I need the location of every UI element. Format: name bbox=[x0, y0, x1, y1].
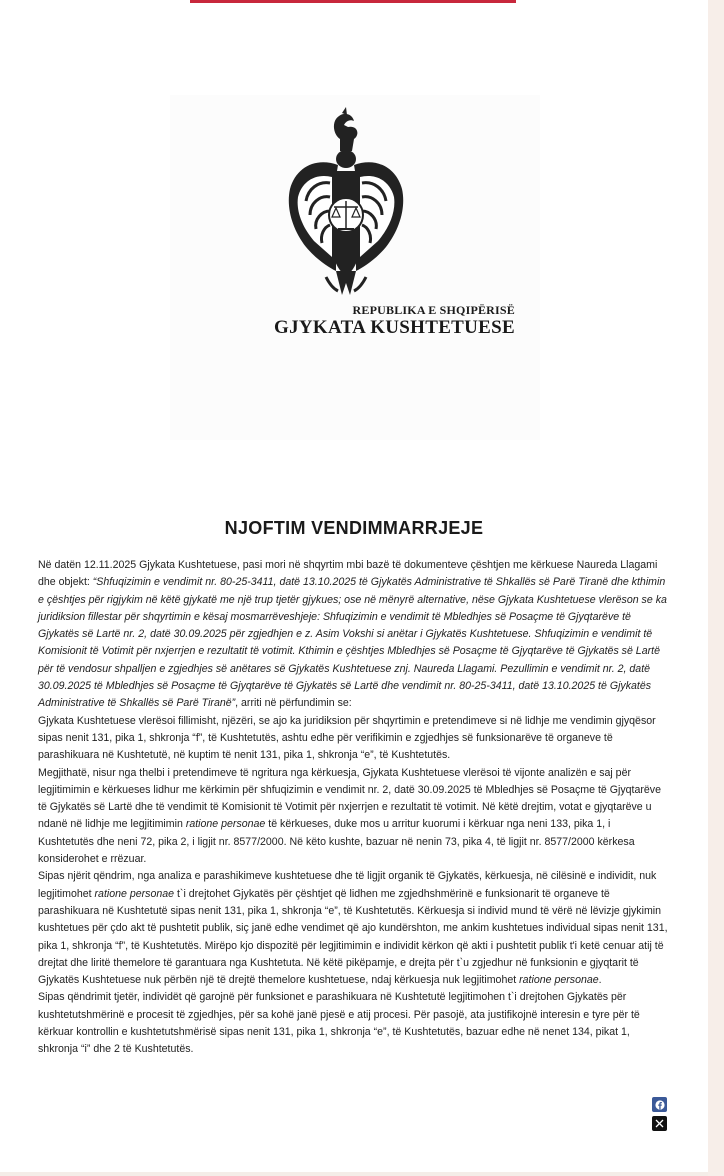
court-name: GJYKATA KUSHTETUESE bbox=[274, 317, 515, 338]
court-logo-banner bbox=[170, 95, 540, 440]
share-facebook-button[interactable] bbox=[652, 1097, 667, 1112]
paragraph-4: Sipas njërit qëndrim, nga analiza e parashikimeve kushtetuese dhe të ligjit organik të Gjykatës, kërkuesja, në cilësinë e individit, nuk legjitimohet ratione personae t`i drejtohet Gjykatës për çështjet që lidhen me zgjedhshmërinë e funksionarit të organeve të parashikuara në Kushtetutë sipas nenit 131, pika 1, shkronja “e”, të Kushtetutës. Kërkuesja si individ mund të vërë në lëvizje gjykimin kushtetues për çdo akt të pushtetit publik, siç janë edhe vendimet që ajo kundërshton, me ankim kushtetues individual sipas nenit 131, pika 1, shkronja “f”, të Kushtetutës. Mirëpo kjo dispozitë për legjitimimin e individit kërkon që akti i pushtetit publik t'i ketë cenuar atij të drejtat dhe liritë themelore të garantuara nga Kushtetuta. Në këtë pikëpamje, e drejta për t`u zgjedhur në funksionin e gjyqtarit të Gjykatës Kushtetuese nuk përbën një të drejtë themelore kushtetuese, ndaj kërkuesja nuk legjitimohet ratione personae. bbox=[38, 870, 668, 987]
document-body bbox=[38, 557, 668, 1059]
share-x-button[interactable] bbox=[652, 1116, 667, 1131]
top-accent-bar bbox=[190, 0, 516, 3]
facebook-icon bbox=[655, 1100, 665, 1110]
paragraph-3: Megjithatë, nisur nga thelbi i pretendimeve të ngritura nga kërkuesja, Gjykata Kushtetuese vlerësoi të vijonte analizën e saj për legjitimimin e kërkueses lidhur me kërkimin për shfuqizimin e vendimit nr. 2, datë 30.09.2025 të Mbledhjes së Posaçme të Gjyqtarëve të Gjykatës së Lartë dhe të vendimit të Komisionit të Votimit për nxjerrjen e rezultatit të votimit. Në këtë drejtim, votat e gjyqtarëve u ndanë në lidhje me legjitimimin ratione personae të kërkueses, duke mos u arritur kuorumi i kërkuar nga neni 133, pika 1, i Kushtetutës dhe neni 72, pika 2, i ligjit nr. 8577/2000. Në këto kushte, bazuar në nenin 73, pika 4, të ligjit nr. 8577/2000 kërkesa konsiderohet e rrëzuar. bbox=[38, 766, 661, 866]
page-edge bbox=[708, 0, 724, 1176]
republic-name: REPUBLIKA E SHQIPËRISË bbox=[352, 303, 515, 317]
court-emblem-icon bbox=[286, 107, 406, 299]
x-icon bbox=[655, 1119, 664, 1128]
paragraph-1: Në datën 12.11.2025 Gjykata Kushtetuese, pasi mori në shqyrtim mbi bazë të dokumenteve çështjen me kërkuese Naureda Llagami dhe objekt: “Shfuqizimin e vendimit nr. 80-25-3411, datë 13.10.2025 të Gjykatës Administrative të Shkallës së Parë Tiranë dhe kthimin e çështjes për rigjykim në këtë gjykatë me një trup tjetër gjykues; ose në mënyrë alternative, nëse Gjykata Kushtetuese vlerëson se ka juridiksion fillestar për shqyrtimin e kësaj mosmarrëveshjeje: Shfuqizimin e vendimit të Mbledhjes së Posaçme të Gjyqtarëve të Gjykatës së Lartë nr. 2, datë 30.09.2025 për zgjedhjen e z. Asim Vokshi si anëtar i Gjykatës Kushtetuese. Shfuqizimin e vendimit të Komisionit të Votimit për nxjerrjen e rezultatit të votimit. Kthimin e çështjes Mbledhjes së Posaçme të Gjyqtarëve të Gjykatës së Lartë për të vendosur shpalljen e zgjedhjes së anëtares së Gjykatës Kushtetuese znj. Naureda Llagami. Pezullimin e vendimit nr. 2, datë 30.09.2025 të Mbledhjes së Posaçme të Gjyqtarëve të Gjykatës së Lartë dhe vendimit nr. 80-25-3411, datë 13.10.2025 të Gjykatës Administrative të Shkallës së Parë Tiranë”, arriti në përfundimin se: bbox=[38, 559, 667, 710]
document-title: NJOFTIM VENDIMMARRJEJE bbox=[224, 518, 484, 538]
paragraph-5: Sipas qëndrimit tjetër, individët që garojnë për funksionet e parashikuara në Kushtetutë legjitimohen t`i drejtohen Gjykatës për kushtetutshmërinë e procesit të zgjedhjes, për sa kohë janë pjesë e atij procesi. Për pasojë, ata justifikojnë interesin e tyre për të kërkuar kontrollin e kushtetutshmërisë sipas nenit 131, pika 1, shkronja “e”, të Kushtetutës, bazuar edhe në nenet 134, pikat 1, shkronja “i” dhe 2 të Kushtetutës. bbox=[38, 991, 640, 1056]
paragraph-2: Gjykata Kushtetuese vlerësoi fillimisht, njëzëri, se ajo ka juridiksion për shqyrtimin e pretendimeve si në lidhje me vendimin gjyqësor sipas nenit 131, pika 1, shkronja “f”, të Kushtetutës, ashtu edhe për verifikimin e zgjedhjes së funksionarëve të organeve të parashikuara në Kushtetutë, në kuptim të nenit 131, pika 1, shkronja “e”, të Kushtetutës. bbox=[38, 714, 656, 762]
